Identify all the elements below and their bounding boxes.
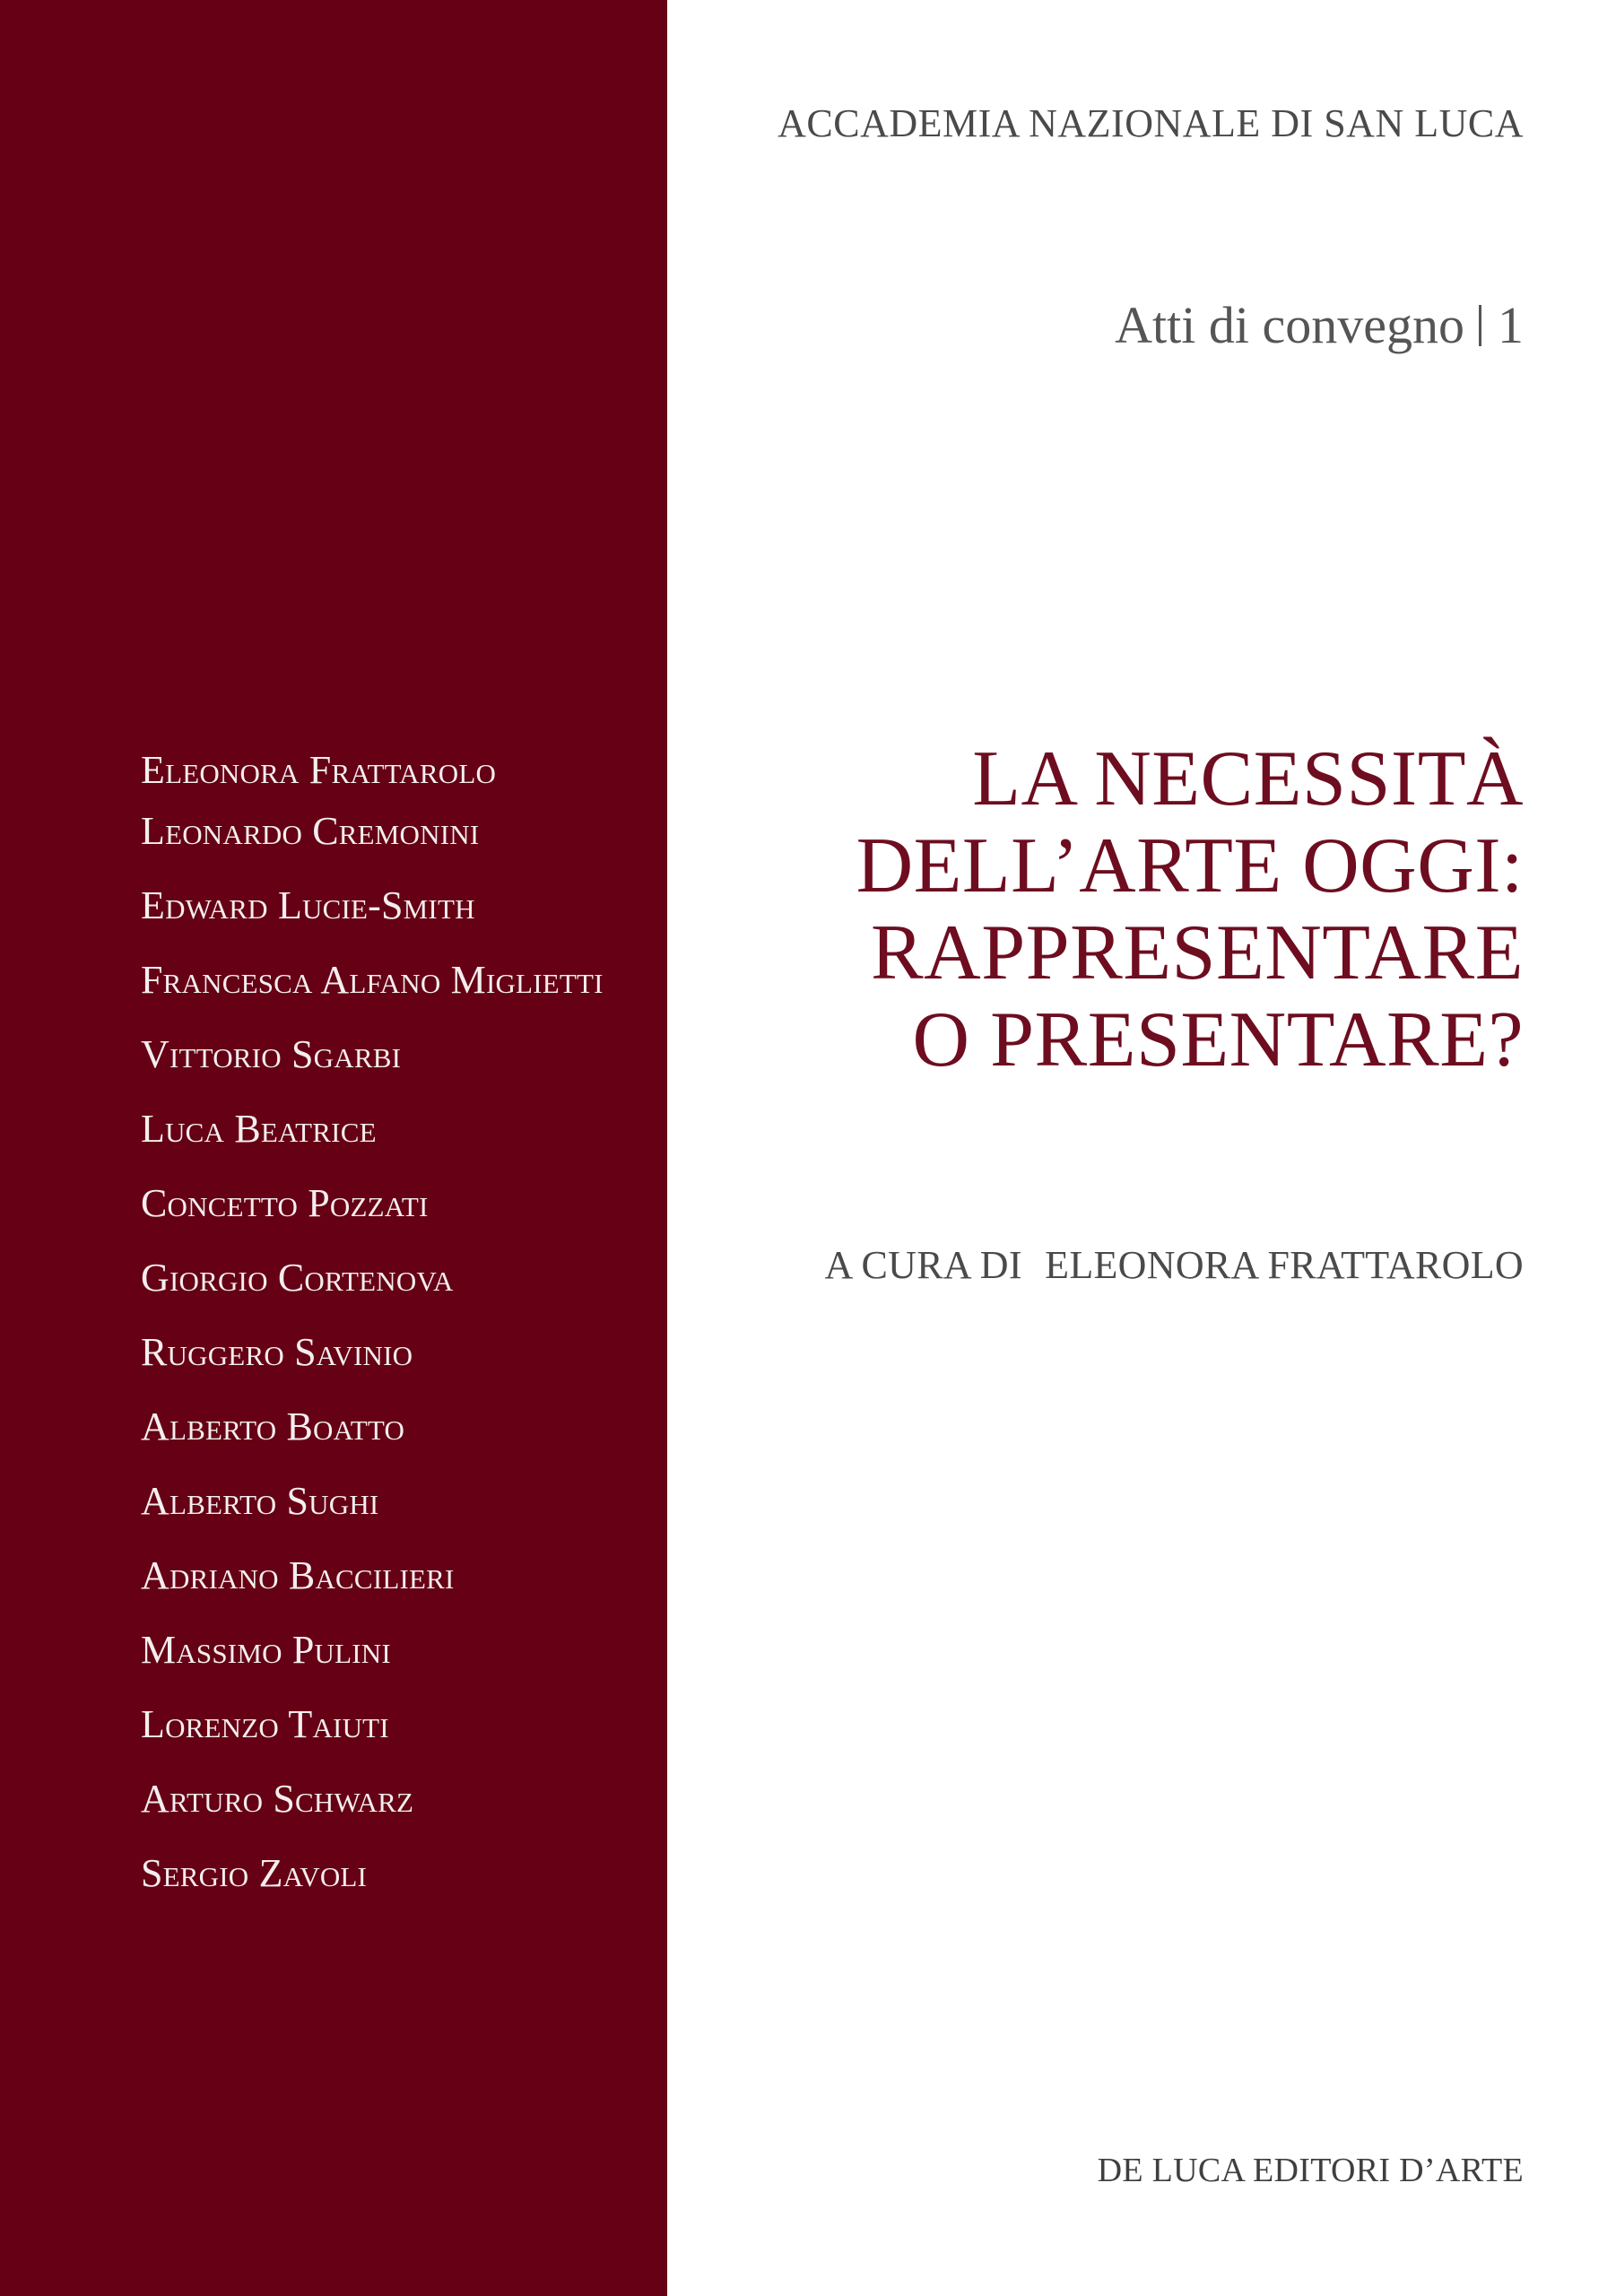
author-name: Alberto Boatto bbox=[141, 1405, 405, 1448]
author-name: Giorgio Cortenova bbox=[141, 1256, 454, 1300]
editor-prefix: A CURA DI bbox=[824, 1243, 1022, 1287]
series-name: Atti di convegno bbox=[1115, 296, 1464, 354]
author-name: Adriano Baccilieri bbox=[141, 1553, 455, 1597]
author-name: Concetto Pozzati bbox=[141, 1181, 429, 1225]
author-name: Massimo Pulini bbox=[141, 1628, 391, 1672]
publisher-name: DE LUCA EDITORI D’ARTE bbox=[1097, 2152, 1524, 2189]
title-line: O PRESENTARE? bbox=[912, 996, 1524, 1083]
author-name: Arturo Schwarz bbox=[141, 1777, 414, 1821]
title-line: LA NECESSITÀ bbox=[972, 735, 1524, 822]
author-name: Sergio Zavoli bbox=[141, 1851, 368, 1895]
author-panel bbox=[0, 0, 667, 2296]
title-line: RAPPRESENTARE bbox=[870, 909, 1524, 996]
series-number: 1 bbox=[1498, 296, 1524, 354]
author-name: Francesca Alfano Miglietti bbox=[141, 958, 604, 1002]
institution-name: ACCADEMIA NAZIONALE DI SAN LUCA bbox=[778, 101, 1524, 145]
author-name: Alberto Sughi bbox=[141, 1479, 379, 1523]
author-name: Lorenzo Taiuti bbox=[141, 1702, 389, 1746]
author-name: Luca Beatrice bbox=[141, 1107, 377, 1151]
editor-credit bbox=[825, 1240, 1524, 1291]
author-name: Leonardo Cremonini bbox=[141, 809, 480, 853]
author-name: Edward Lucie-Smith bbox=[141, 883, 475, 927]
series-divider bbox=[1479, 305, 1481, 346]
book-title bbox=[856, 735, 1524, 1083]
author-name: Eleonora Frattarolo bbox=[141, 748, 497, 792]
author-list bbox=[141, 749, 604, 1926]
author-name: Vittorio Sgarbi bbox=[141, 1032, 402, 1076]
series-label bbox=[1115, 294, 1524, 357]
editor-name: ELEONORA FRATTAROLO bbox=[1045, 1243, 1524, 1287]
title-line: DELL’ARTE OGGI: bbox=[856, 822, 1524, 909]
author-name: Ruggero Savinio bbox=[141, 1330, 413, 1374]
